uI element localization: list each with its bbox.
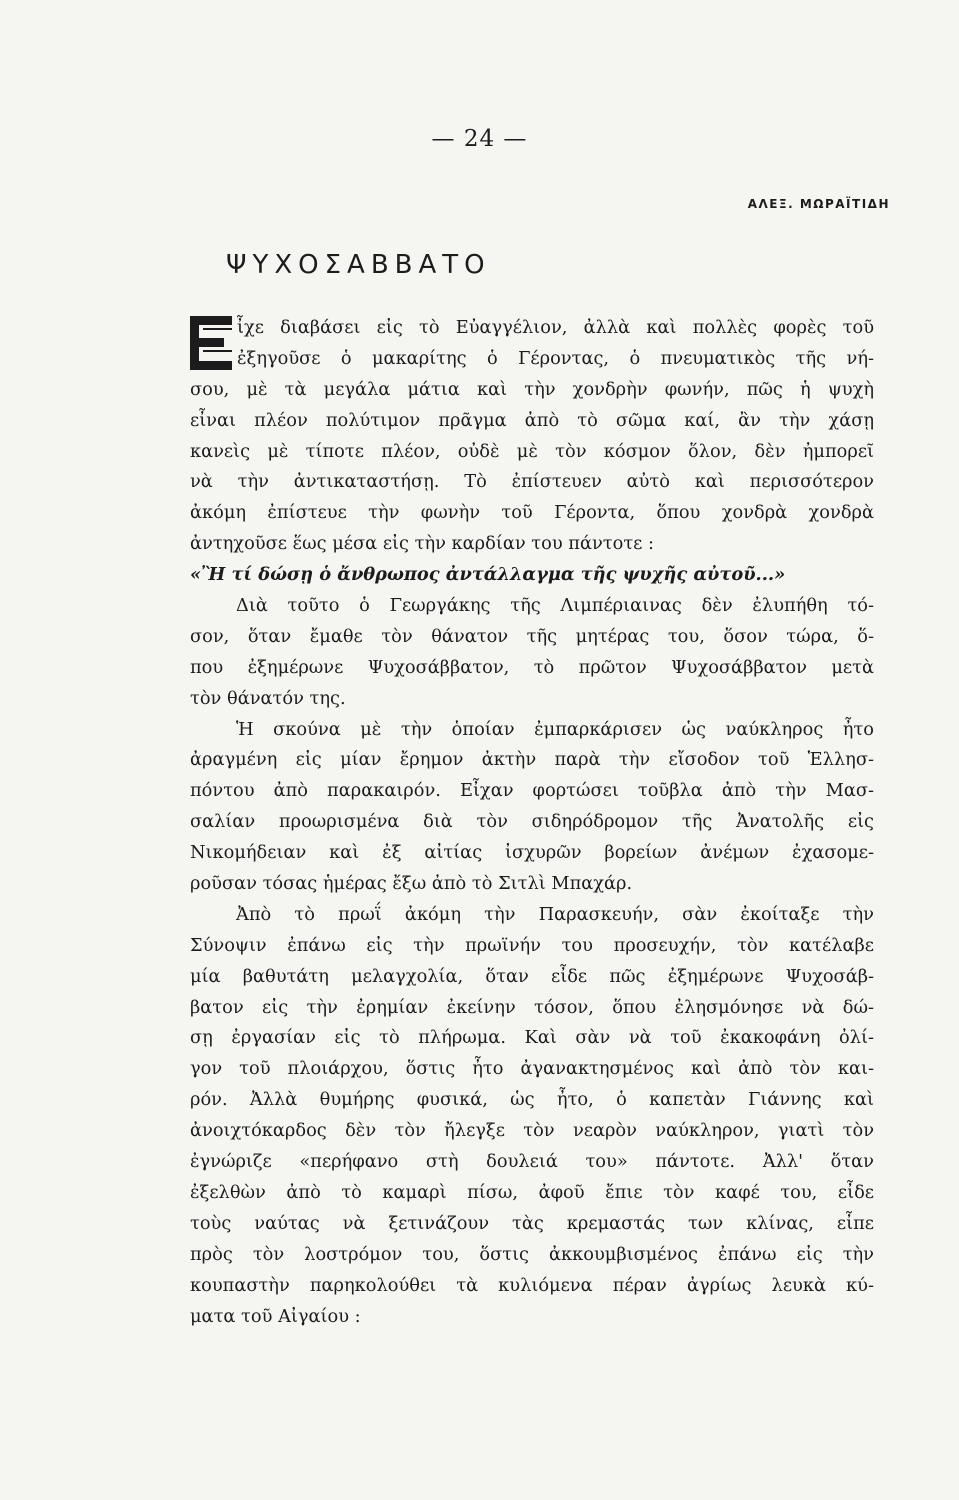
text-line: κανεὶς μὲ τίποτε πλέον, οὐδὲ μὲ τὸν κόσμον ὅλον, δὲν ἠμπορεῖ: [190, 440, 874, 462]
text-line: ροῦσαν τόσας ἡμέρας ἔξω ἀπὸ τὸ Σιτλὶ Μπαχάρ.: [190, 873, 633, 895]
page-number: — 24 —: [431, 126, 528, 152]
story-title: ΨΥΧΟΣΑΒΒΑΤΟ: [226, 250, 491, 280]
text-line: πρὸς τὸν λοστρόμον του, ὅστις ἀκκουμβισμένος ἐπάνω εἰς τὴν: [190, 1243, 874, 1265]
text-line: γον τοῦ πλοιάρχου, ὅστις ἦτο ἀγανακτησμένος καὶ ἀπὸ τὸν και-: [190, 1058, 874, 1080]
text-line: Ἡ σκούνα μὲ τὴν ὁποίαν ἐμπαρκάρισεν ὡς ναύκληρος ἦτο: [236, 718, 874, 740]
quote-line: «Ἢ τί δώσῃ ὁ ἄνθρωπος ἀντάλλαγμα τῆς ψυχῆς αὐτοῦ...»: [190, 564, 786, 586]
text-line: ματα τοῦ Αἰγαίου :: [190, 1305, 361, 1327]
text-line: κουπαστὴν παρηκολούθει τὰ κυλιόμενα πέραν ἀγρίως λευκὰ κύ-: [190, 1274, 874, 1296]
text-line: εἶναι πλέον πολύτιμον πρᾶγμα ἀπὸ τὸ σῶμα καί, ἂν τὴν χάσῃ: [190, 409, 874, 431]
text-line: Σύνοψιν ἐπάνω εἰς τὴν πρωϊνήν του προσευχήν, τὸν κατέλαβε: [190, 934, 874, 956]
body-text: [190, 313, 874, 1332]
text-line: σου, μὲ τὰ μεγάλα μάτια καὶ τὴν χονδρὴν φωνήν, πῶς ἡ ψυχὴ: [190, 378, 874, 400]
text-line: πόντου ἀπὸ παρακαιρόν. Εἶχαν φορτώσει τοῦβλα ἀπὸ τὴν Μασ-: [190, 780, 874, 802]
text-line: ἀραγμένη εἰς μίαν ἔρημον ἀκτὴν παρὰ τὴν εἴσοδον τοῦ Ἑλλησ-: [190, 749, 874, 771]
text-line: ἶχε διαβάσει εἰς τὸ Εὐαγγέλιον, ἀλλὰ καὶ πολλὲς φορὲς τοῦ: [237, 317, 874, 338]
text-line: τὸν θάνατόν της.: [190, 687, 346, 709]
text-line: βατον εἰς τὴν ἐρημίαν ἐκείνην τόσον, ὅπου ἐλησμόνησε νὰ δώ-: [190, 996, 874, 1018]
text-line: τοὺς ναύτας νὰ ξετινάζουν τὰς κρεμαστάς των κλίνας, εἶπε: [190, 1212, 874, 1234]
text-line: Νικομήδειαν καὶ ἐξ αἰτίας ἰσχυρῶν βορείων ἀνέμων ἐχασομε-: [190, 842, 874, 864]
text-line: μία βαθυτάτη μελαγχολία, ὅταν εἶδε πῶς ἐξημέρωνε Ψυχοσάβ-: [190, 965, 874, 987]
text-line: σον, ὅταν ἔμαθε τὸν θάνατον τῆς μητέρας του, ὅσον τώρα, ὅ-: [190, 625, 874, 647]
text-line: σαλίαν προωρισμένα διὰ τὸν σιδηρόδρομον τῆς Ἀνατολῆς εἰς: [190, 811, 874, 833]
text-line: ἐξηγοῦσε ὁ μακαρίτης ὁ Γέροντας, ὁ πνευματικὸς τῆς νή-: [237, 347, 874, 369]
text-line: σῃ ἐργασίαν εἰς τὸ πλήρωμα. Καὶ σὰν νὰ τοῦ ἐκακοφάνη ὀλί-: [190, 1027, 874, 1049]
text-line: που ἐξημέρωνε Ψυχοσάββατον, τὸ πρῶτον Ψυχοσάββατον μετὰ: [190, 656, 874, 678]
text-line: ἐγνώριζε «περήφανο στὴ δουλειά του» πάντοτε. Ἀλλ' ὅταν: [190, 1151, 874, 1173]
text-line: ἀνοιχτόκαρδος δὲν τὸν ἤλεγξε τὸν νεαρὸν ναύκληρον, γιατὶ τὸν: [190, 1120, 874, 1142]
text-line: ἐξελθὼν ἀπὸ τὸ καμαρὶ πίσω, ἀφοῦ ἔπιε τὸν καφέ του, εἶδε: [190, 1181, 874, 1203]
text-line: νὰ τὴν ἀντικαταστήσῃ. Τὸ ἐπίστευεν αὐτὸ καὶ περισσότερον: [190, 471, 874, 493]
text-line: ρόν. Ἀλλὰ θυμήρης φυσικά, ὡς ἦτο, ὁ καπετὰν Γιάννης καὶ: [190, 1089, 874, 1111]
text-line: ἀντηχοῦσε ἕως μέσα εἰς τὴν καρδίαν του πάντοτε :: [190, 533, 655, 555]
text-line: ἀκόμη ἐπίστευε τὴν φωνὴν τοῦ Γέροντα, ὅπου χονδρὰ χονδρὰ: [190, 502, 874, 524]
author-name: ΑΛΕΞ. ΜΩΡΑΪΤΙΔΗ: [747, 197, 890, 211]
text-line: Ἀπὸ τὸ πρωΐ ἀκόμη τὴν Παρασκευήν, σὰν ἐκοίταξε τὴν: [236, 903, 874, 925]
text-line: Διὰ τοῦτο ὁ Γεωργάκης τῆς Λιμπέριαινας δὲν ἐλυπήθη τό-: [236, 595, 874, 617]
